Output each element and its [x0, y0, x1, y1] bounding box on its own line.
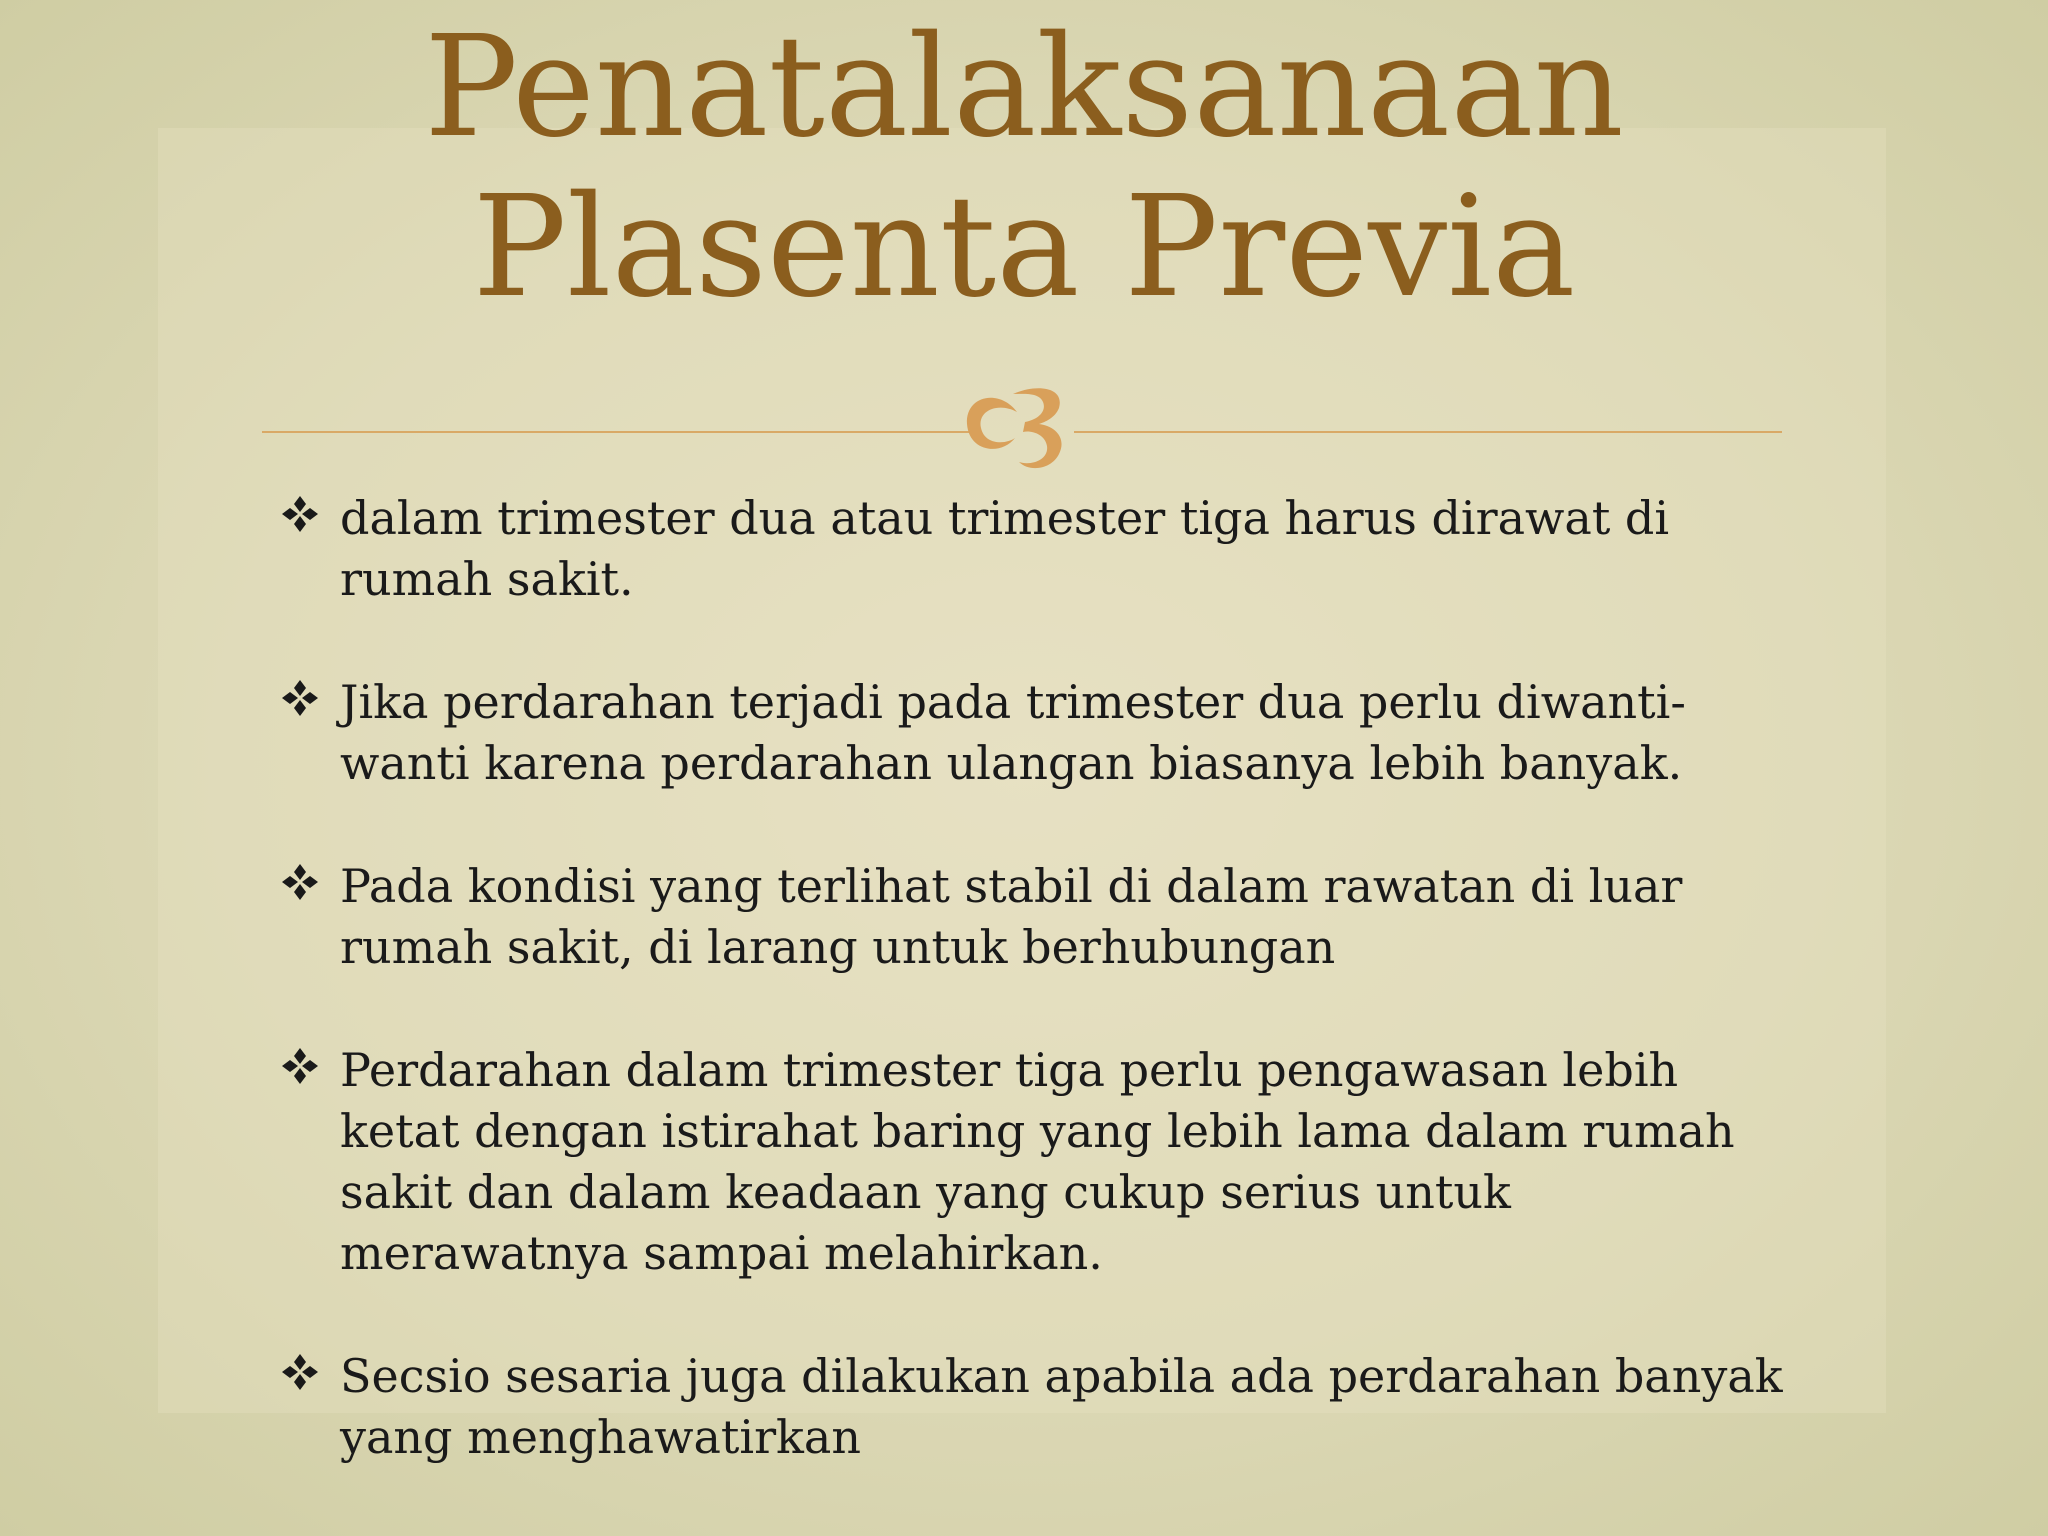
slide-title: Penatalaksanaan Plasenta Previa	[424, 6, 1624, 329]
diamond-bullet-icon	[280, 1046, 320, 1086]
bullet-text: dalam trimester dua atau trimester tiga harus dirawat di rumah sakit.	[340, 491, 1670, 606]
divider-right	[1074, 431, 1782, 433]
bullet-text: Secsio sesaria juga dilakukan apabila ada perdarahan banyak yang menghawatirkan	[340, 1349, 1783, 1464]
diamond-bullet-icon	[280, 1352, 320, 1392]
diamond-bullet-icon	[280, 678, 320, 718]
ornament-icon	[955, 372, 1095, 482]
bullet-text: Pada kondisi yang terlihat stabil di dalam rawatan di luar rumah sakit, di larang untuk berhubungan	[340, 859, 1683, 974]
list-item	[276, 488, 1806, 610]
bullet-list	[276, 488, 1806, 1530]
bullet-text: Jika perdarahan terjadi pada trimester dua perlu diwanti-wanti karena perdarahan ulangan biasanya lebih banyak.	[340, 675, 1686, 790]
diamond-bullet-icon	[280, 862, 320, 902]
list-item	[276, 856, 1806, 978]
divider-left	[262, 431, 980, 433]
list-item	[276, 1040, 1806, 1284]
diamond-bullet-icon	[280, 494, 320, 534]
list-item	[276, 1346, 1806, 1468]
list-item	[276, 672, 1806, 794]
bullet-text: Perdarahan dalam trimester tiga perlu pengawasan lebih ketat dengan istirahat baring yang lebih lama dalam rumah sakit dan dalam keadaan yang cukup serius untuk merawatnya sampai melahirkan.	[340, 1043, 1735, 1280]
